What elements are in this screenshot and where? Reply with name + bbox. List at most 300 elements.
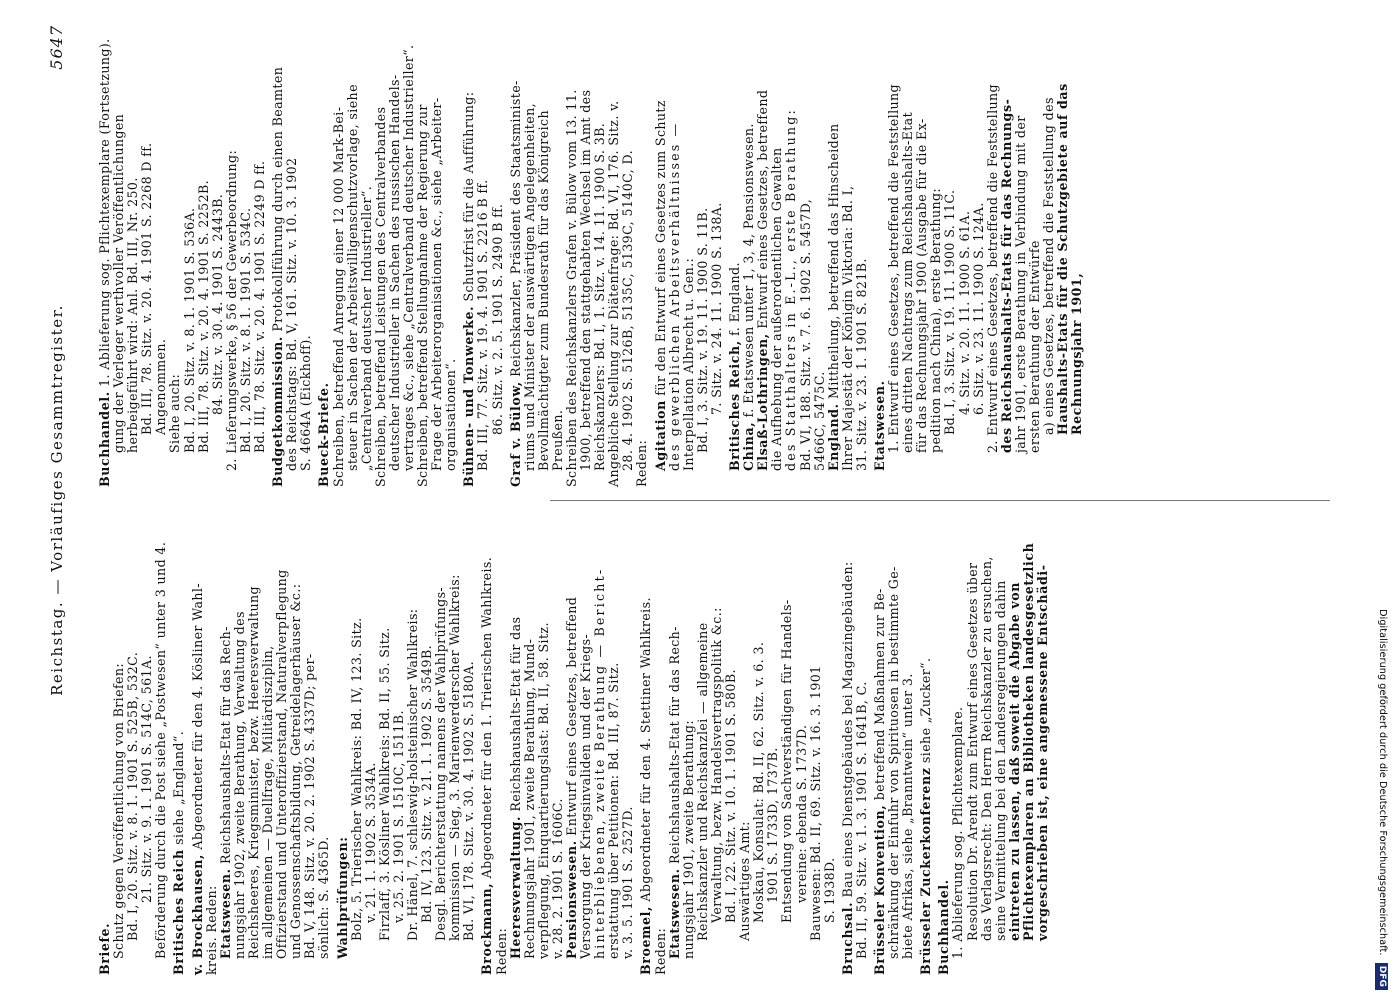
entry-text: Bd. I, 20. Sitz. v. 8. 1. 1901 S. 525B, 532C. <box>125 651 141 941</box>
entry-keyword: Etatswesen. <box>871 380 887 471</box>
entry-text: 1. Ablieferung sog. Pflichtexemplare (Fortsetzung). <box>97 38 112 392</box>
entry-line <box>579 25 593 487</box>
entry-line <box>682 25 696 487</box>
entry-text: Bd. I, 3. Sitz. v. 19. 11. 1900 S. 11C. <box>942 189 958 435</box>
entry-line <box>247 513 261 975</box>
entry-line <box>809 513 823 975</box>
entry-text: 84. Sitz. v. 30. 4. 1901 S. 2443B. <box>209 193 225 415</box>
column-divider <box>550 500 1330 501</box>
entry-text: Bd. II, 59. Sitz. v. 1. 3. 1901 S. 1641B, C. <box>853 681 869 959</box>
entry-line <box>756 25 770 487</box>
register-entry <box>841 513 869 975</box>
funding-note: Digitalisierung gefördert durch die Deutsche Forschungsgemeinschaft. <box>1377 609 1388 956</box>
entry-keyword: des Reichshaushalts-Etats für das Rechnungs- <box>998 98 1014 453</box>
entry-line <box>901 513 915 975</box>
entry-line <box>565 25 579 487</box>
entry-text: Bd. I, 22. Sitz. v. 10. 1. 1901 S. 580B. <box>723 669 739 923</box>
entry-line <box>317 513 331 975</box>
entry-keyword: China, <box>741 421 757 471</box>
entry-text: Reden: <box>493 927 509 975</box>
entry-line <box>841 25 855 487</box>
entry-line <box>98 25 112 487</box>
entry-text: 2. Lieferungswerke, § 56 der Gewerbeordnung: <box>223 149 239 471</box>
register-entry <box>271 25 313 487</box>
entry-text: 6. Sitz. v. 23. 11. 1900 S. 124A. <box>970 202 986 415</box>
entry-line <box>168 25 182 487</box>
entry-text: Bd. VI, 188. Sitz. v. 7. 6. 1902 S. 5457D, <box>797 198 813 471</box>
entry-line <box>607 513 621 975</box>
entry-line <box>462 25 476 487</box>
entry-line <box>724 513 738 975</box>
entry-text: 1. Entwurf eines Gesetzes, betreffend die Feststellung <box>886 83 902 453</box>
entry-line <box>225 25 239 487</box>
entry-line <box>434 513 448 975</box>
entry-text: nungsjahr 1902, zweite Berathung, Verwaltung des <box>231 611 247 959</box>
entry-text: Bd. V, 148. Sitz. v. 20. 2. 1902 S. 4337D; per- <box>302 653 318 959</box>
entry-line <box>943 25 957 487</box>
entry-line <box>112 513 126 975</box>
entry-text: „Centralverband deutscher Industrieller“. <box>358 185 374 471</box>
entry-text: 86. Sitz. v. 2. 5. 1901 S. 2490 B ff. <box>489 203 505 435</box>
entry-text: Resolution Dr. Arendt zum Entwurf eines Gesetzes über <box>964 562 980 941</box>
entry-line <box>491 25 505 487</box>
entry-text: Bd. I, 3. Sitz. v. 19. 11. 1900 S. 11B. <box>694 207 710 453</box>
entry-line <box>183 25 197 487</box>
entry-text: seine Vermittelung bei den Landesregierungen dahin <box>992 580 1008 941</box>
entry-line <box>388 25 402 487</box>
entry-text: Bd. III, 77. Sitz. v. 19. 4. 1901 S. 2216 B ff. <box>475 179 491 471</box>
entry-line <box>654 513 668 975</box>
entry-line <box>495 513 509 975</box>
entry-text: siehe „England“. <box>171 730 187 850</box>
entry-text: Offizierstand und Unteroffizierstand, Naturalverpflegung <box>274 569 290 959</box>
entry-text: 21. Sitz. v. 9. 1. 1901 S. 514C, 561A. <box>139 655 155 903</box>
entry-keyword: Haushalts-Etats für die Schutzgebiete auf das <box>1055 83 1071 435</box>
entry-line <box>1036 513 1050 975</box>
entry-line <box>303 513 317 975</box>
entry-line <box>919 513 933 975</box>
entry-text: Firzlaff, 3. Kösliner Wahlkreis: Bd. II, 55. Sitz. <box>376 627 392 941</box>
entry-keyword: Britisches Reich <box>171 849 187 975</box>
entry-keyword: Heeresverwaltung. <box>507 816 523 959</box>
left-column <box>98 513 1054 975</box>
entry-text: herbeigeführt wird: Anl. Bd. III, Nr. 250. <box>125 177 141 453</box>
entry-line <box>621 25 635 487</box>
entry-line <box>579 513 593 975</box>
entry-line <box>154 25 168 487</box>
entry-line <box>374 25 388 487</box>
register-entry <box>873 25 1084 487</box>
entry-keyword: Brockmann, <box>479 882 495 975</box>
entry-text: v. 3. 5. 1901 S. 2527D. <box>620 806 636 959</box>
entry-text: S. 1938D. <box>821 857 837 923</box>
register-entry <box>462 25 504 487</box>
register-entry <box>639 513 836 975</box>
entry-text: Interpellation Albrecht u. Gen.: <box>680 257 696 471</box>
entry-line <box>1022 513 1036 975</box>
entry-text: 7. Sitz. v. 24. 11. 1900 S. 138A. <box>708 202 724 415</box>
entry-text: kreis. Reden: <box>203 885 219 975</box>
entry-line <box>841 513 855 975</box>
entry-text: Bau eines Dienstgebäudes bei Magazingebäuden: <box>839 561 855 902</box>
entry-text: f. England. <box>727 262 743 341</box>
entry-text: Preußen. <box>549 409 565 471</box>
entry-text: Schreiben, betreffend Leistungen des Centralverbandes <box>372 106 388 487</box>
entry-keyword: Pensionswesen. <box>564 840 579 959</box>
entry-line <box>565 513 579 975</box>
entry-keyword: Etatswesen. <box>666 868 682 959</box>
entry-line <box>551 513 565 975</box>
entry-text: Ihrer Majestät der Königin Viktoria: Bd. I, <box>839 185 855 471</box>
entry-keyword: Broemel, <box>638 906 654 975</box>
entry-text: Reichshaushalts-Etat für das <box>507 616 523 817</box>
entry-line <box>140 513 154 975</box>
entry-text: Reichskanzlers: Bd. I, 1. Sitz. v. 14. 11. 1900 S. 3B. <box>592 122 608 471</box>
entry-line <box>966 513 980 975</box>
entry-line <box>448 513 462 975</box>
entry-line <box>537 25 551 487</box>
entry-text: schränkung der Einfuhr von Spirituosen in bestimmte Ge- <box>886 566 902 959</box>
entry-keyword: Graf v. Bülow, <box>507 381 523 487</box>
entry-text: Auswärtiges Amt: <box>737 821 753 941</box>
entry-line <box>855 25 869 487</box>
entry-line <box>211 25 225 487</box>
entry-line <box>392 513 406 975</box>
entry-line <box>154 513 168 975</box>
entry-text: Frage der Arbeiterorganisationen &c., siehe „Arbeiter- <box>429 97 445 471</box>
entry-text: ersten Berathung der Entwürfe <box>1027 240 1042 453</box>
entry-line <box>887 25 901 487</box>
entry-keyword: Buchhandel. <box>97 391 112 487</box>
entry-text: Bd. III, 78. Sitz. v. 20. 4. 1901 S. 2268 D ff. <box>139 142 155 435</box>
entry-keyword: Bühnen- und Tonwerke. <box>461 305 477 487</box>
entry-text: v. 28. 2. 1901 S. 1606C. <box>549 798 565 959</box>
entry-text: des gewerblichen Arbeitsverhältnisses — <box>666 121 682 471</box>
entry-keyword: Elsaß-Lothringen, <box>755 333 771 471</box>
entry-line <box>537 513 551 975</box>
entry-text: Bolz, 5. Trierischer Wahlkreis: Bd. IV, 123. Sitz. <box>348 617 364 941</box>
entry-line <box>873 25 887 487</box>
dfg-logo: DFG <box>1375 963 1388 990</box>
entry-text: 31. Sitz. v. 23. 1. 1901 S. 821B. <box>853 258 869 471</box>
entry-line <box>994 513 1008 975</box>
entry-text: des Statthalters in E.-L., erste Berathung: <box>783 108 799 471</box>
entry-text: deutscher Industrieller in Sachen des russischen Handels- <box>386 74 402 471</box>
entry-text: Abgeordneter für den 4. Stettiner Wahlkreis. <box>638 597 654 906</box>
entry-text: 4. Sitz. v. 20. 11. 1900 S. 61A. <box>956 210 972 415</box>
page-title: Reichstag. — Vorläufiges Gesammtregister. <box>48 304 66 696</box>
register-entry <box>728 25 869 487</box>
entry-line <box>668 513 682 975</box>
entry-text: pedition nach China), erste Berathung: <box>928 187 944 453</box>
entry-text: organisationen“. <box>443 358 459 471</box>
entry-text: Angebliche Stellung zur Diätenfrage: Bd. VI, 176. Sitz. v. <box>606 100 622 487</box>
entry-text: im allgemeinen — Duellfrage, Militärdisziplin, <box>260 645 276 959</box>
entry-text: das Verlagsrecht: Den Herrn Reichskanzler zu ersuchen, <box>978 556 994 941</box>
entry-text: Protokollführung durch einen Beamten <box>270 66 286 337</box>
entry-keyword: Briefe. <box>97 922 112 975</box>
register-entry <box>172 513 186 975</box>
entry-line <box>462 513 476 975</box>
entry-text: Beförderung durch die Post siehe „Postwesen“ unter 3 und 4. <box>153 541 169 959</box>
entry-line <box>752 513 766 975</box>
entry-line <box>233 513 247 975</box>
entry-text: Schutzfrist für die Aufführung: <box>461 91 477 306</box>
entry-line <box>986 25 1000 487</box>
entry-line <box>378 513 392 975</box>
entry-keyword: Rechnungsjahr 1901, <box>1069 272 1085 435</box>
running-head <box>47 25 90 975</box>
entry-line <box>197 25 211 487</box>
entry-line <box>285 25 299 487</box>
entry-line <box>551 25 565 487</box>
entry-text: Reden: <box>652 927 668 975</box>
entry-line <box>937 513 951 975</box>
entry-keyword: Bruchsal. <box>839 901 855 975</box>
entry-line <box>887 513 901 975</box>
entry-keyword: Agitation <box>652 400 668 471</box>
entry-keyword: Budgetkommission. <box>270 336 286 487</box>
entry-line <box>289 513 303 975</box>
right-column <box>98 25 1088 487</box>
entry-line <box>364 513 378 975</box>
entry-line <box>873 513 887 975</box>
entry-text: Reichskanzler und Reichskanzlei — allgemeine <box>694 622 710 941</box>
entry-line <box>523 25 537 487</box>
entry-line <box>509 25 523 487</box>
entry-line <box>360 25 374 487</box>
entry-line <box>261 513 275 975</box>
entry-line <box>480 513 494 975</box>
entry-text: 1901 S. 1733D, 1737B. <box>765 747 781 903</box>
entry-text: sönlich: S. 4365D. <box>316 836 332 959</box>
entry-line <box>1000 25 1014 487</box>
entry-line <box>901 25 915 487</box>
register-entry <box>919 513 933 975</box>
entry-text: für das Rechnungsjahr 1900 (Ausgabe für die Ex- <box>914 118 930 453</box>
entry-line <box>336 513 350 975</box>
entry-keyword: Brüsseler Konvention, <box>871 804 887 975</box>
entry-text: für den Entwurf eines Gesetzes zum Schutz <box>652 100 668 401</box>
entry-line <box>823 513 837 975</box>
entry-line <box>855 513 869 975</box>
entry-text: erstattung über Petitionen: Bd. III, 87. Sitz. <box>606 662 622 959</box>
entry-line <box>780 513 794 975</box>
entry-line <box>205 513 219 975</box>
rotated-page-container <box>47 25 1350 975</box>
entry-text: v. 25. 2. 1901 S. 1510C, 1511B. <box>390 710 406 923</box>
entry-text: Dr. Hänel, 7. schleswig-holsteinischer Wahlkreis: <box>404 608 420 941</box>
entry-text: Desgl. Berichterstattung namens der Wahlprüfungs- <box>433 586 449 941</box>
entry-line <box>523 513 537 975</box>
entry-text: Bd. I, 20. Sitz. v. 8. 1. 1901 S. 534C. <box>237 207 253 453</box>
entry-line <box>1028 25 1042 487</box>
entry-text: Bd. IV, 123. Sitz. v. 21. 1. 1902 S. 3549B. <box>419 644 435 923</box>
entry-keyword: Britisches Reich, <box>727 340 743 471</box>
entry-text: Bauwesen: Bd. II, 69. Sitz. v. 16. 3. 1901 <box>807 665 823 941</box>
entry-line <box>346 25 360 487</box>
entry-line <box>728 25 742 487</box>
entry-text: Verwaltung, bezw. Handelsvertragspolitik &c.: <box>708 607 724 923</box>
entry-line <box>1056 25 1070 487</box>
entry-line <box>770 25 784 487</box>
entry-line <box>1008 513 1022 975</box>
entry-text: Schreiben, betreffend Stellungnahme der Regierung zur <box>415 104 431 487</box>
entry-text: und Genossenschaftsbildung, Getreidelagerhäuser &c.: <box>288 583 304 959</box>
entry-line <box>420 513 434 975</box>
entry-text: Reichskanzler, Präsident des Staatsministe- <box>507 80 523 382</box>
entry-line <box>799 25 813 487</box>
entry-line <box>682 513 696 975</box>
entry-line <box>1042 25 1056 487</box>
entry-text: jahr 1901, erste Berathung in Verbindung mit der <box>1012 115 1028 453</box>
entry-line <box>929 25 943 487</box>
entry-line <box>350 513 364 975</box>
entry-keyword: Brüsseler Zuckerkonferenz <box>918 767 934 975</box>
entry-text: Schreiben des Reichskanzlers Grafen v. Bülow vom 13. 11. <box>564 89 579 487</box>
register-entry <box>480 513 635 975</box>
entry-line <box>710 513 724 975</box>
entry-text: kommission — Sieg, 3. Marienwerderscher Wahlkreis: <box>447 574 463 941</box>
entry-text: Abgeordneter für den 1. Trierischen Wahlkreis. <box>479 556 495 883</box>
entry-line <box>509 513 523 975</box>
entry-line <box>738 513 752 975</box>
entry-line <box>402 25 416 487</box>
entry-keyword: Wahlprüfungen: <box>334 836 350 959</box>
entry-line <box>112 25 126 487</box>
entry-text: Angenommen. <box>153 338 169 435</box>
register-entry <box>873 513 915 975</box>
entry-text: Bd. III, 78. Sitz. v. 20. 4. 1901 S. 2252B. <box>195 179 211 453</box>
entry-line <box>406 513 420 975</box>
entry-line <box>126 513 140 975</box>
entry-line <box>1014 25 1028 487</box>
entry-line <box>219 513 233 975</box>
register-entry <box>317 25 458 487</box>
entry-text: Bd. I, 20. Sitz. v. 8. 1. 1901 S. 536A. <box>181 207 197 453</box>
entry-line <box>416 25 430 487</box>
register-entry <box>509 25 650 487</box>
entry-text: eines dritten Nachtrags zum Reichshaushalts-Etat <box>900 111 916 453</box>
entry-text: 2. Entwurf eines Gesetzes, betreffend die Feststellung <box>984 83 1000 453</box>
entry-text: Bd. III, 78. Sitz. v. 20. 4. 1901 S. 2249 D ff. <box>252 160 268 453</box>
entry-text: Reichshaushalts-Etat für das Rech- <box>666 626 682 869</box>
entry-keyword: Pflichtexemplaren an Bibliotheken landesgesetzlich <box>1020 542 1036 941</box>
entry-line <box>607 25 621 487</box>
entry-line <box>476 25 490 487</box>
entry-line <box>593 25 607 487</box>
entry-text: 28. 4. 1902 S. 5126B, 5135C, 5139C, 5140C, D. <box>620 150 636 471</box>
entry-line <box>696 25 710 487</box>
entry-text: Entwurf eines Gesetzes, betreffend <box>755 89 771 334</box>
entry-line <box>696 513 710 975</box>
entry-text: Moskau, Konsulat: Bd. II, 62. Sitz. v. 6. 3. <box>751 641 767 923</box>
entry-text: a) eines Gesetzes, betreffend die Feststellung des <box>1041 97 1057 435</box>
register-entry <box>336 513 477 975</box>
register-page <box>47 25 1350 975</box>
entry-line <box>239 25 253 487</box>
entry-line <box>332 25 346 487</box>
entry-keyword: England. <box>825 403 841 471</box>
page-number: 5647 <box>47 25 66 70</box>
entry-line <box>972 25 986 487</box>
entry-line <box>951 513 965 975</box>
register-entry <box>937 513 1050 975</box>
entry-text: die Aufhebung der außerordentlichen Gewalten <box>769 147 785 471</box>
entry-line <box>742 25 756 487</box>
entry-text: steuer in Sachen der Arbeitswilligenschutzvorlage, siehe <box>344 84 360 471</box>
entry-line <box>317 25 331 487</box>
entry-text: nungsjahr 1901, zweite Berathung: <box>680 719 696 959</box>
entry-text: Schreiben, betreffend Anregung einer 12 000 Mark-Bei- <box>330 106 346 487</box>
entry-line <box>710 25 724 487</box>
entry-text: Mittheilung, betreffend das Hinscheiden <box>825 123 841 404</box>
entry-text: S. 4664A (Eickhoff). <box>298 334 314 471</box>
entry-text: Versorgung der Kriegsinvaliden und der Kriegs- <box>578 633 594 959</box>
entry-text: 1. Ablieferung sog. Pflichtexemplare. <box>950 706 966 959</box>
register-entry <box>98 513 168 975</box>
entry-keyword: vorgeschrieben ist, eine angemessene Entschädi- <box>1035 564 1050 941</box>
entry-line <box>635 25 649 487</box>
entry-keyword: eintreten zu lassen, daß soweit die Abgabe von <box>1006 582 1022 941</box>
entry-text: des Reichstags: Bd. V, 161. Sitz. v. 10. 3. 1902 <box>284 157 300 471</box>
entry-line <box>915 25 929 487</box>
entry-line <box>621 513 635 975</box>
entry-text: Reichsheeres, Kriegsminister, bezw. Heeresverwaltung <box>245 585 261 959</box>
entry-keyword: Bueck-Briefe. <box>316 382 332 487</box>
entry-text: Bd. VI, 178. Sitz. v. 30. 4. 1902 S. 5180A. <box>461 660 477 941</box>
entry-line <box>444 25 458 487</box>
entry-keyword: Buchhandel. <box>936 879 952 975</box>
entry-text: riums und Minister der auswärtigen Angelegenheiten, <box>521 102 537 471</box>
entry-line <box>958 25 972 487</box>
entry-text: Schutz gegen Veröffentlichung von Briefen: <box>111 662 127 959</box>
entry-text: Bevollmächtigter zum Bundesrath für das Königreich <box>535 110 551 471</box>
entry-text: Reichshaushalts-Etat für das Rech- <box>217 626 233 869</box>
entry-text: vereine: ebenda S. 1737D. <box>793 724 809 903</box>
entry-line <box>1070 25 1084 487</box>
entry-text: Abgeordneter für den 4. Kösliner Wahl- <box>189 582 205 854</box>
entry-line <box>253 25 267 487</box>
entry-line <box>795 513 809 975</box>
entry-text: vertrages &c., siehe „Centralverband deutscher Industrieller“. <box>400 44 416 471</box>
register-entry <box>654 25 724 487</box>
entry-text: f. Etatswesen unter 1, 3, 4, Pensionswesen. <box>741 123 757 422</box>
entry-line <box>827 25 841 487</box>
entry-text: Siehe auch: <box>167 373 183 453</box>
register-entry <box>191 513 332 975</box>
entry-keyword: v. Brockhausen, <box>189 853 205 975</box>
entry-text: betreffend Maßnahmen zur Be- <box>871 588 887 805</box>
entry-text: gung der Verleger werthvoller Veröffentlichungen <box>111 113 127 453</box>
entry-line <box>172 513 186 975</box>
entry-keyword: Etatswesen. <box>217 868 233 959</box>
entry-text: Rechnungsjahr 1901, zweite Berathung, Mund- <box>521 638 537 959</box>
entry-text: biete Afrikas, siehe „Branntwein“ unter 3. <box>900 673 916 959</box>
entry-line <box>98 513 112 975</box>
entry-line <box>813 25 827 487</box>
entry-text: verpflegung, Einquartierungslast: Bd. II, 58. Sitz. <box>535 622 551 959</box>
entry-line <box>271 25 285 487</box>
register-entry <box>98 25 267 487</box>
entry-text: siehe „Zucker“. <box>918 657 934 768</box>
entry-line <box>126 25 140 487</box>
side-caption <box>1372 10 1392 990</box>
entry-line <box>299 25 313 487</box>
entry-text: Entwurf eines Gesetzes, betreffend <box>564 596 579 841</box>
entry-text: 5466C, 5475C. <box>811 371 827 471</box>
entry-line <box>639 513 653 975</box>
